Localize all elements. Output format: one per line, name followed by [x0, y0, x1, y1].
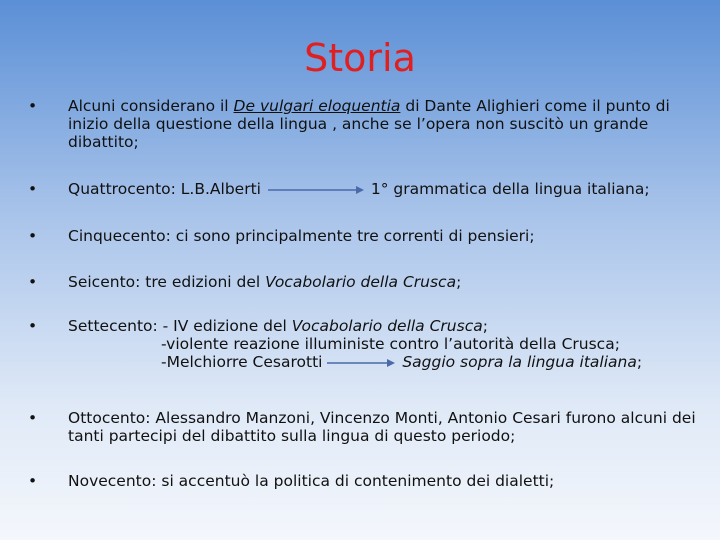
item-text-part: Alcuni considerano il: [68, 97, 234, 115]
bullet-icon: •: [28, 409, 38, 427]
item-text: Ottocento: Alessandro Manzoni, Vincenzo Monti, Antonio Cesari furono alcuni dei tanti partecipi del dibattito sulla lingua di questo periodo;: [68, 409, 696, 445]
bullet-icon: •: [28, 227, 38, 245]
item-text-part: ;: [456, 273, 462, 291]
bullet-icon: •: [28, 97, 38, 115]
bullet-icon: •: [28, 180, 38, 198]
item-text-part: Seicento: tre edizioni del: [68, 273, 266, 291]
book-title: Saggio sopra la lingua italiana: [402, 353, 637, 371]
bullet-icon: •: [28, 472, 38, 490]
book-title: Vocabolario della Crusca: [265, 273, 457, 291]
book-title: Vocabolario della Crusca: [291, 317, 483, 335]
item-text-part: 1° grammatica della lingua italiana;: [370, 180, 650, 198]
item-subline: -violente reazione illuministe contro l’autorità della Crusca;: [161, 335, 620, 353]
item-text-part: di Dante Alighieri come il punto di inizio della questione della lingua , anche se l’opera non suscitò un grande dibattito;: [68, 97, 670, 151]
book-title: De vulgari eloquentia: [233, 97, 401, 115]
item-text: [68, 180, 708, 198]
item-text: [68, 97, 708, 151]
bullet-icon: •: [28, 273, 38, 291]
item-subline: [68, 353, 708, 371]
arrow-right-icon: [327, 357, 397, 369]
item-text: [68, 273, 708, 291]
item-text-part: ;: [482, 317, 488, 335]
slide-title: Storia: [304, 36, 416, 80]
item-text: [68, 317, 708, 371]
arrow-right-icon: [266, 184, 366, 196]
item-text-part: ;: [636, 353, 643, 371]
item-text: Novecento: si accentuò la politica di contenimento dei dialetti;: [68, 472, 555, 490]
item-text-part: Quattrocento: L.B.Alberti: [68, 180, 261, 198]
bullet-icon: •: [28, 317, 38, 335]
item-text-part: Settecento: - IV edizione del: [68, 317, 292, 335]
item-text-part: -Melchiorre Cesarotti: [161, 353, 323, 371]
item-text: Cinquecento: ci sono principalmente tre correnti di pensieri;: [68, 227, 535, 245]
